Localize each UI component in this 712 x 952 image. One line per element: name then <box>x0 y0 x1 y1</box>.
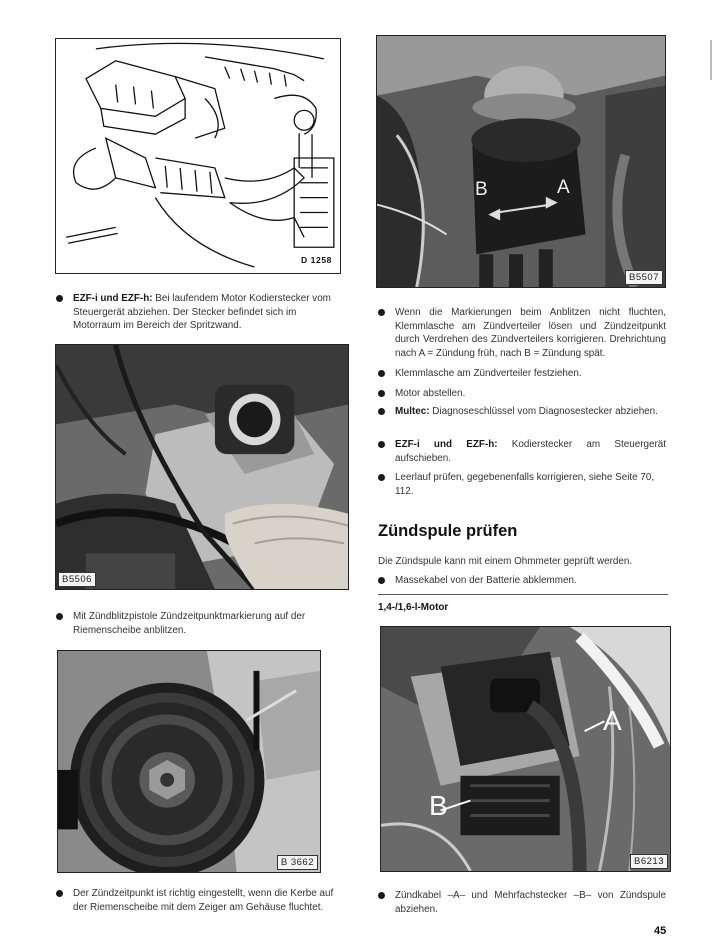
bullet-multec <box>378 405 666 419</box>
bullet-ezf-coding-plug <box>56 292 342 333</box>
figure-photo-distributor <box>376 35 666 288</box>
distributor-marker-a: A <box>557 177 570 198</box>
bullet-ezf-plug-back <box>378 438 666 465</box>
bullet-dot <box>378 441 385 448</box>
bullet-dot <box>56 613 63 620</box>
coil-marker-a: A <box>603 705 622 736</box>
bullet-engine-off <box>378 387 666 401</box>
bullet-dot <box>56 890 63 897</box>
bullet-text: Leerlauf prüfen, gegebenenfalls korrigieren, siehe Seite 70, 112. <box>395 472 655 497</box>
bullet-correct-marks <box>378 306 666 360</box>
figure-photo-timing-light <box>55 344 349 590</box>
photo-code-label: B5506 <box>58 572 96 587</box>
photo-code-label: B 3662 <box>277 855 318 870</box>
section-intro: Die Zündspule kann mit einem Ohmmeter geprüft werden. <box>378 556 633 567</box>
section-title: Zündspule prüfen <box>378 522 518 540</box>
engine-subhead: 1,4-/1,6-l-Motor <box>378 602 449 613</box>
photo-timing-light-image <box>56 345 348 589</box>
bullet-text: Motor abstellen. <box>395 388 466 399</box>
bullet-strobe-marking <box>56 610 342 637</box>
photo-pulley-image <box>58 651 320 872</box>
photo-code-label: B5507 <box>625 270 663 285</box>
bullet-dot <box>378 892 385 899</box>
section-divider <box>378 594 668 595</box>
bullet-tighten-clamp <box>378 367 666 381</box>
photo-ignition-coil-image <box>381 627 670 871</box>
coil-marker-b: B <box>429 790 448 821</box>
bullet-text: Kodierstecker am Steuergerät aufschieben. <box>395 439 666 464</box>
bullet-ground-cable <box>378 574 666 588</box>
figure-drawing-coding-plug <box>55 38 341 274</box>
bullet-text: Diagnoseschlüssel vom Diagnosestecker abziehen. <box>429 406 658 417</box>
distributor-marker-b: B <box>475 179 488 200</box>
drawing-code-label: D 1258 <box>300 255 332 265</box>
bullet-timing-correct <box>56 887 346 914</box>
bullet-text: Massekabel von der Batterie abklemmen. <box>395 575 577 586</box>
bullet-check-idle <box>378 471 666 498</box>
bullet-lead: EZF-i und EZF-h: <box>395 439 498 450</box>
bullet-dot <box>378 390 385 397</box>
figure-photo-pulley <box>57 650 321 873</box>
bullet-text: Klemmlasche am Zündverteiler festziehen. <box>395 368 582 379</box>
bullet-text: Wenn die Markierungen beim Anblitzen nicht fluchten, Klemmlasche am Zündverteiler lösen und Zündzeitpunkt durch Verdrehen des Zündverteilers korrigieren. Drehrichtung nach A = Zündung früh, nach B = Zündung spät. <box>395 307 666 359</box>
photo-distributor-image <box>377 36 665 287</box>
bullet-dot <box>378 408 385 415</box>
page-number: 45 <box>654 925 667 937</box>
photo-code-label: B6213 <box>630 854 668 869</box>
figure-photo-ignition-coil <box>380 626 671 872</box>
bullet-dot <box>56 295 63 302</box>
bullet-lead: Multec: <box>395 406 430 417</box>
bullet-text: Zündkabel –A– und Mehrfachstecker –B– von Zündspule abziehen. <box>395 890 666 915</box>
bullet-remove-cables <box>378 889 666 916</box>
bullet-dot <box>378 309 385 316</box>
bullet-dot <box>378 474 385 481</box>
bullet-text: Der Zündzeitpunkt ist richtig eingestellt, wenn die Kerbe auf der Riemenscheibe mit dem Zeiger am Gehäuse fluchtet. <box>73 888 334 913</box>
bullet-text: Bei laufendem Motor Kodierstecker vom Steuergerät abziehen. Der Stecker befindet sich im Motorraum im Bereich der Spritzwand. <box>73 293 331 331</box>
drawing-coding-plug-illustration <box>56 39 340 273</box>
bullet-text: Mit Zündblitzpistole Zündzeitpunktmarkierung auf der Riemenscheibe anblitzen. <box>73 611 306 636</box>
bullet-dot <box>378 577 385 584</box>
bullet-lead: EZF-i und EZF-h: <box>73 293 153 304</box>
bullet-dot <box>378 370 385 377</box>
